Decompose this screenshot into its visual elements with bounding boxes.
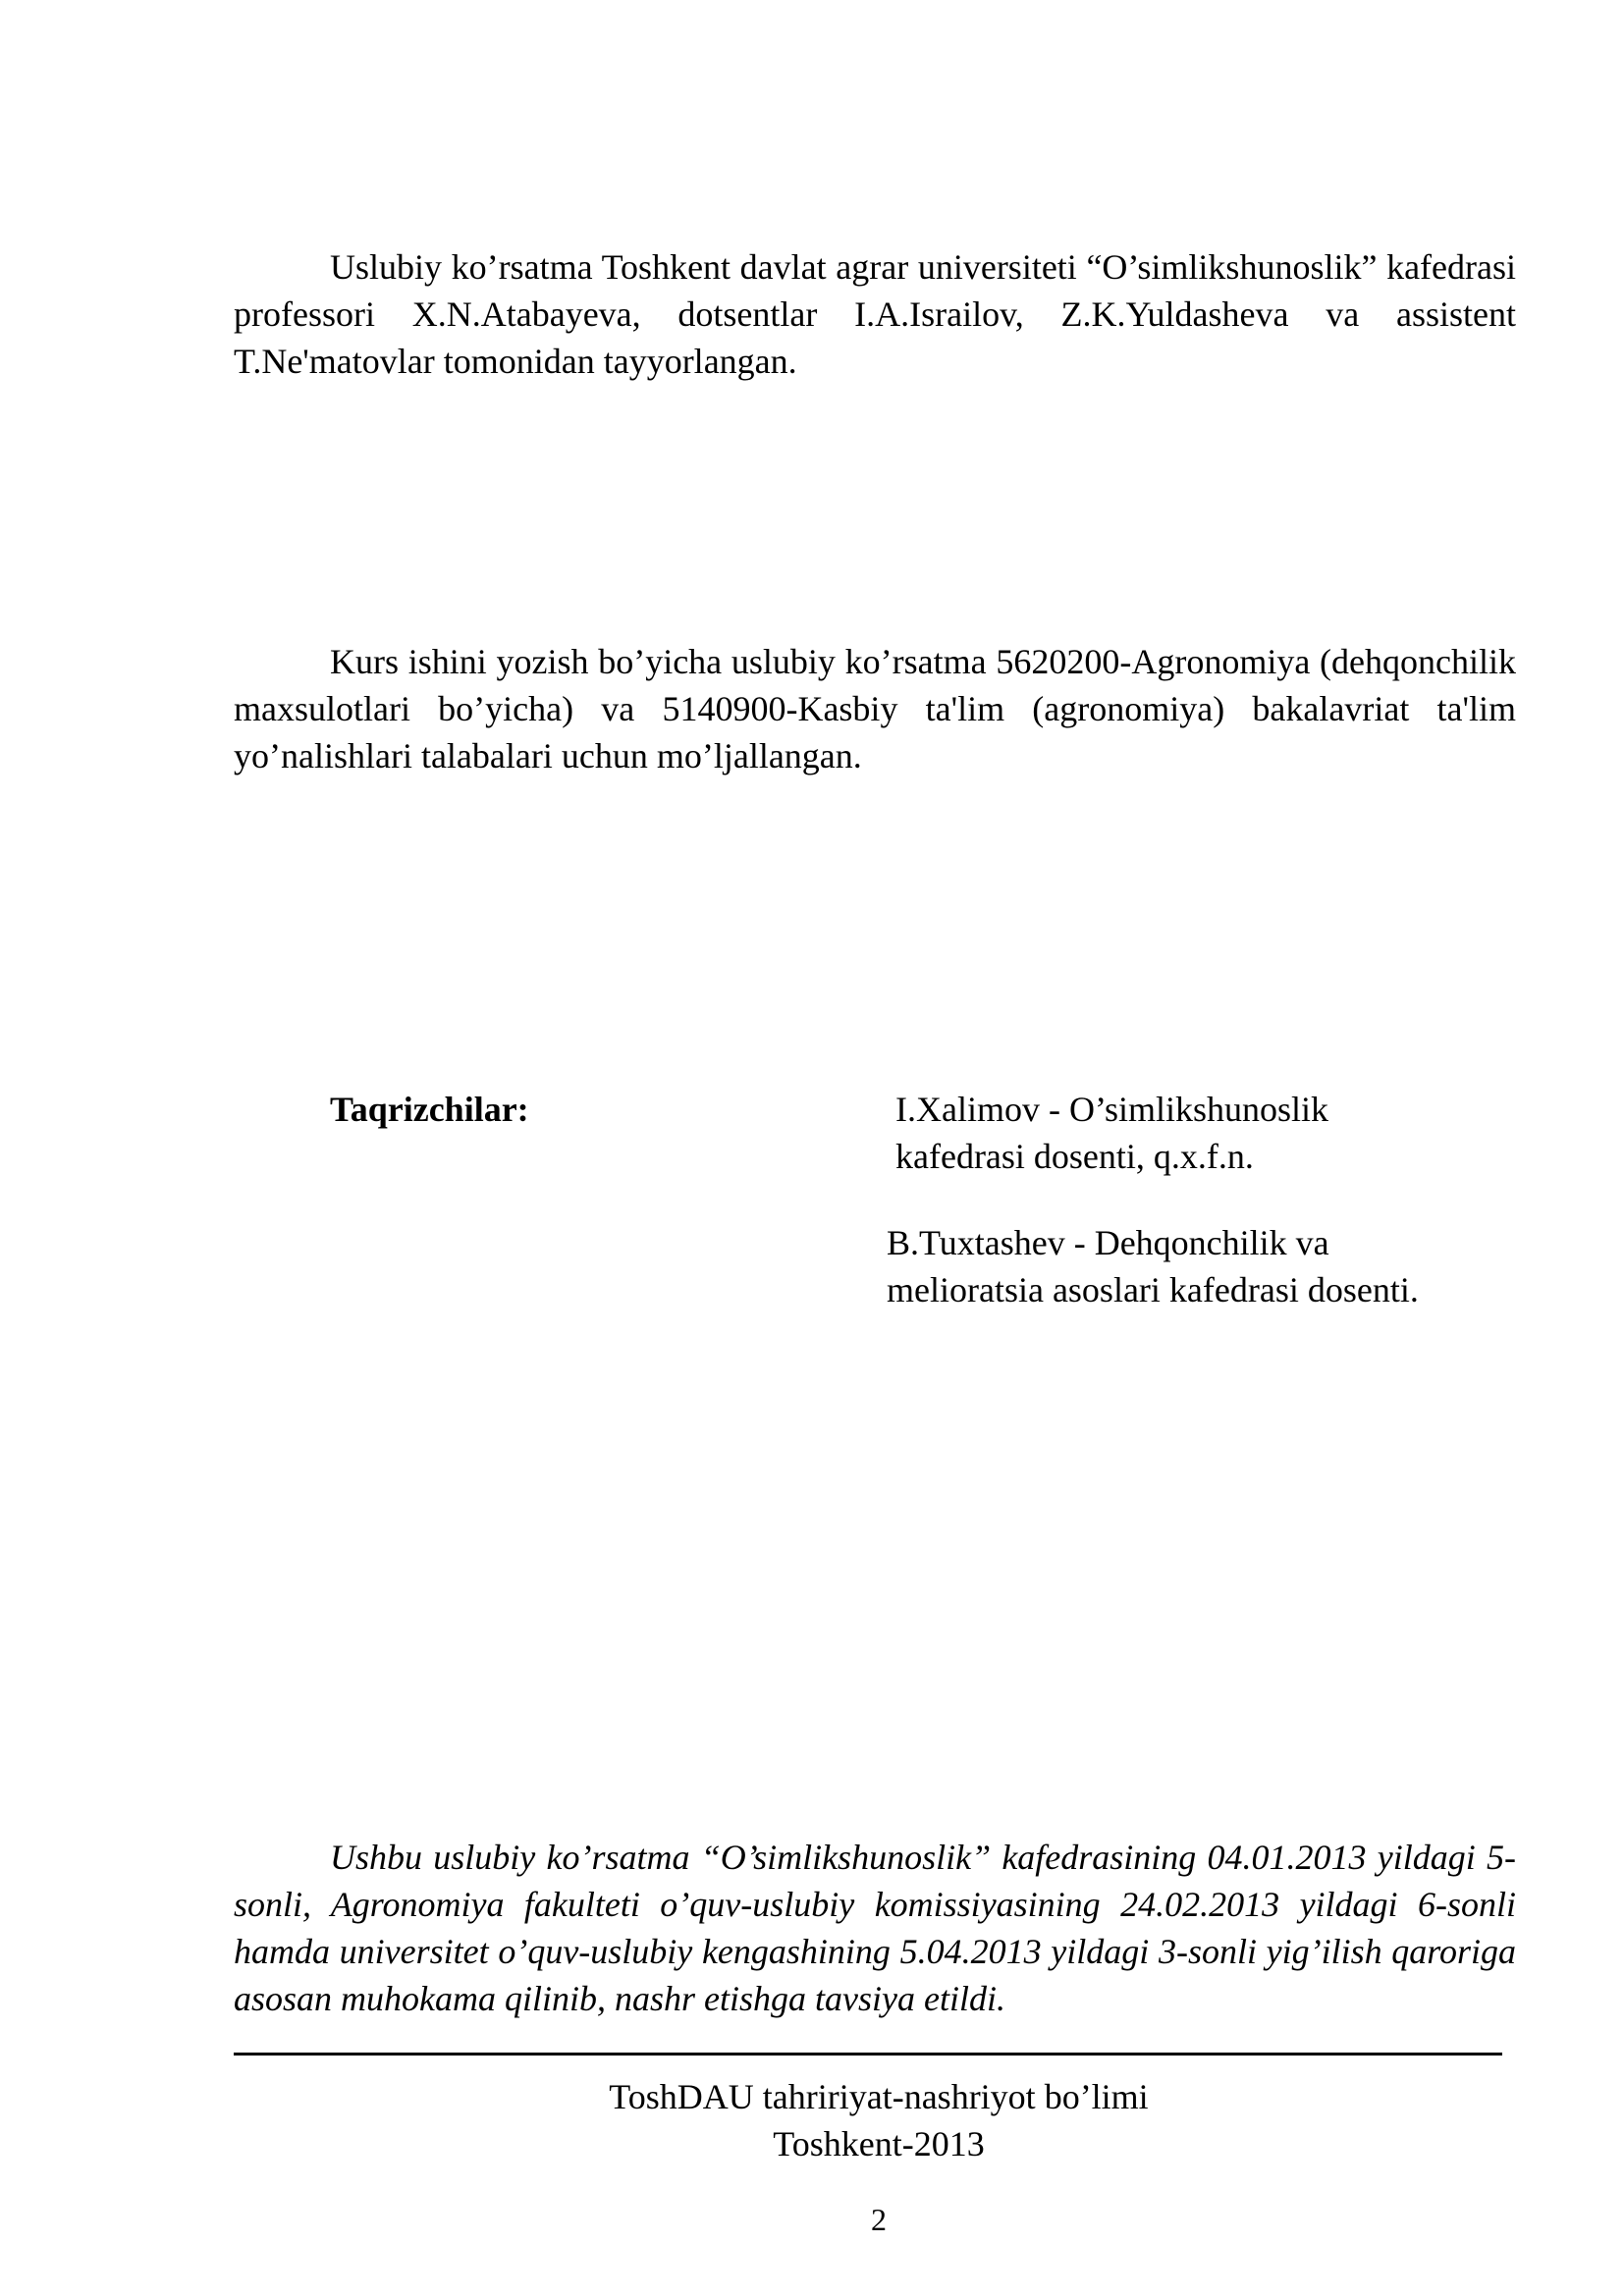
authors-paragraph: Uslubiy ko’rsatma Toshkent davlat agrar universiteti “O’simlikshunoslik” kafedrasi professori X.N.Atabayeva, dotsentlar I.A.Israilov, Z.K.Yuldasheva va assistent T.Ne'matovlar tomonidan tayyorlangan. [234,247,1516,381]
reviewer-position-line: kafedrasi dosenti, q.x.f.n. [895,1137,1254,1176]
reviewers-label: Taqrizchilar: [330,1090,529,1129]
horizontal-divider [234,2053,1502,2056]
reviewer-entry [887,1219,1419,1313]
purpose-paragraph: Kurs ishini yozish bo’yicha uslubiy ko’rsatma 5620200-Agronomiya (dehqonchilik maxsulotlari bo’yicha) va 5140900-Kasbiy ta'lim (agronomiya) bakalavriat ta'lim yo’nalishlari talabalari uchun mo’ljallangan. [234,642,1516,775]
reviewer-entry [895,1086,1328,1180]
page-number: 2 [871,2202,887,2237]
approval-paragraph: Ushbu uslubiy ko’rsatma “O’simlikshunoslik” kafedrasining 04.01.2013 yildagi 5-sonli, Agronomiya fakulteti o’quv-uslubiy komissiyasining 24.02.2013 yildagi 6-sonli hamda universitet o’quv-uslubiy kengashining 5.04.2013 yildagi 3-sonli yig’ilish qaroriga asosan muhokama qilinib, nashr etishga tavsiya etildi. [234,1838,1516,2018]
reviewer-name-line: B.Tuxtashev - Dehqonchilik va [887,1223,1329,1262]
publisher-name: ToshDAU tahririyat-nashriyot bo’limi [609,2077,1149,2116]
reviewer-position-line: melioratsia asoslari kafedrasi dosenti. [887,1270,1419,1309]
city-year: Toshkent-2013 [773,2124,985,2163]
reviewer-name-line: I.Xalimov - O’simlikshunoslik [895,1090,1328,1129]
